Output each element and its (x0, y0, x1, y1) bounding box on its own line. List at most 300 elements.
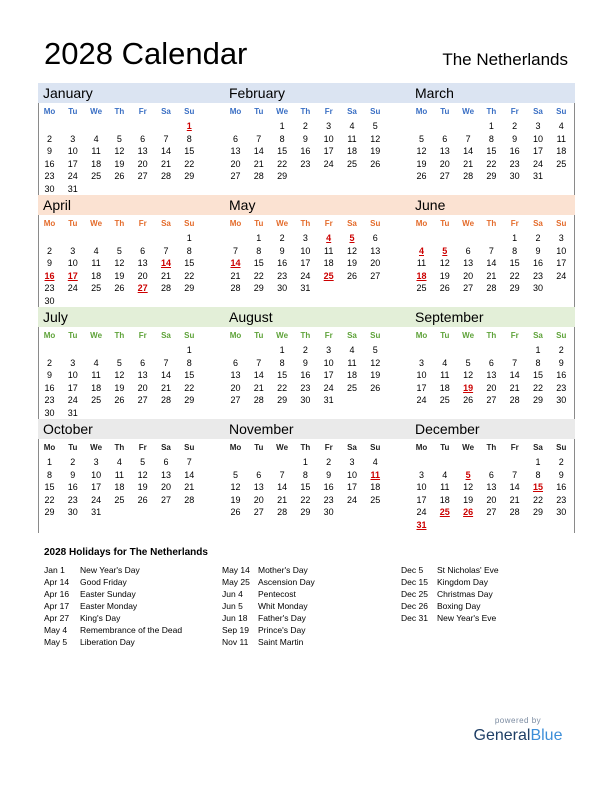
calendar-day: 29 (253, 283, 264, 293)
quarter-row (38, 195, 575, 307)
calendar-day: 19 (370, 146, 381, 156)
calendar-day: 27 (137, 171, 148, 181)
month-name: June (415, 197, 446, 213)
calendar-day: 23 (300, 382, 311, 393)
weekday-label: We (90, 107, 103, 116)
calendar-day: 24 (91, 494, 102, 505)
calendar-day: 27 (230, 171, 241, 181)
calendar-day: 2 (326, 457, 332, 467)
calendar-day: 24 (67, 395, 78, 405)
calendar-day: 11 (91, 258, 101, 268)
holiday-name: Easter Sunday (80, 589, 136, 599)
calendar-day: 31 (300, 283, 311, 293)
calendar-day: 28 (253, 171, 264, 181)
holiday-date: Dec 5 (401, 565, 424, 575)
calendar-day: 14 (277, 482, 288, 492)
calendar-day: 10 (67, 258, 78, 268)
calendar-day: 22 (509, 270, 520, 281)
holiday-name: Easter Monday (80, 601, 138, 611)
weekday-label: Th (114, 443, 125, 452)
calendar-day: 4 (558, 121, 564, 131)
calendar-day: 23 (67, 494, 78, 505)
calendar-day: 15 (300, 482, 311, 492)
weekday-label: Sa (533, 443, 543, 452)
holiday-item (401, 600, 576, 612)
calendar-day: 21 (253, 158, 264, 169)
calendar-day: 6 (372, 233, 378, 243)
calendar-day: 26 (463, 395, 474, 405)
weekday-label: Sa (533, 331, 543, 340)
weekday-label: Th (486, 219, 497, 228)
calendar-day: 16 (300, 146, 311, 156)
holiday-date: Dec 25 (401, 589, 428, 599)
weekday-label: Mo (43, 107, 56, 116)
calendar-day: 22 (44, 494, 55, 505)
weekday-label: Tu (440, 219, 450, 228)
weekday-label: Tu (254, 331, 264, 340)
holiday-column (44, 564, 219, 648)
calendar-day: 15 (277, 146, 288, 156)
holiday-date: Apr 17 (44, 601, 70, 611)
calendar-day: 29 (300, 507, 311, 517)
calendar-day: 27 (137, 395, 148, 405)
calendar-day: 18 (91, 158, 102, 169)
weekday-label: Mo (43, 219, 56, 228)
weekday-label: Tu (254, 219, 264, 228)
calendar-day: 15 (277, 370, 288, 380)
weekday-label: We (276, 107, 289, 116)
calendar-day: 19 (439, 270, 450, 281)
calendar-day: 3 (70, 133, 76, 144)
calendar-day: 2 (512, 121, 518, 131)
calendar-day: 28 (509, 507, 520, 517)
calendar-day: 5 (418, 133, 424, 144)
calendar-day: 21 (509, 382, 520, 393)
calendar-day: 22 (486, 158, 497, 169)
calendar-day: 13 (439, 146, 450, 156)
calendar-day: 17 (300, 258, 311, 268)
calendar-day: 11 (370, 469, 381, 480)
weekday-label: Th (486, 107, 497, 116)
weekday-label: Su (184, 331, 195, 340)
calendar-day: 23 (44, 395, 55, 405)
page-title: 2028 Calendar (44, 36, 248, 71)
calendar-day: 25 (416, 283, 427, 293)
calendar-day: 6 (140, 357, 146, 368)
calendar-day: 20 (439, 158, 450, 169)
calendar-day: 21 (253, 382, 264, 393)
weekday-label: Sa (161, 443, 171, 452)
calendar-day: 8 (186, 245, 192, 256)
calendar-day: 24 (556, 270, 567, 281)
calendar-day: 22 (184, 382, 195, 393)
calendar-day: 2 (46, 133, 52, 144)
calendar-day: 30 (556, 395, 567, 405)
weekday-label: Fr (510, 331, 519, 340)
calendar-day: 27 (463, 283, 474, 293)
weekday-label: Su (370, 443, 381, 452)
holiday-item (44, 600, 219, 612)
calendar-day: 28 (184, 494, 195, 505)
calendar-day: 31 (67, 407, 78, 418)
calendar-day: 10 (556, 245, 567, 256)
holiday-date: Nov 11 (222, 637, 249, 647)
calendar-day: 8 (488, 133, 494, 144)
calendar-day: 7 (512, 357, 518, 368)
weekday-label: Su (556, 219, 567, 228)
holiday-date: Jun 18 (222, 613, 248, 623)
calendar-day: 26 (370, 158, 381, 169)
calendar-day: 3 (70, 245, 76, 256)
calendar-day: 5 (349, 233, 355, 243)
month-block (224, 195, 403, 307)
calendar-day: 23 (300, 158, 311, 169)
weekday-label: Tu (68, 443, 78, 452)
calendar-day: 17 (323, 146, 334, 156)
weekday-label: Tu (68, 331, 78, 340)
holiday-name: Good Friday (80, 577, 127, 587)
calendar-day: 19 (416, 158, 427, 169)
calendar-day: 14 (230, 258, 241, 268)
calendar-day: 15 (532, 370, 543, 380)
calendar-day: 18 (370, 482, 381, 492)
calendar-day: 12 (137, 469, 148, 480)
calendar-day: 15 (184, 258, 195, 268)
calendar-day: 16 (509, 146, 520, 156)
calendar-day: 17 (323, 370, 334, 380)
calendar-day: 15 (486, 146, 497, 156)
holiday-name: Saint Martin (258, 637, 304, 647)
calendar-day: 30 (277, 283, 288, 293)
calendar-day: 14 (509, 482, 520, 492)
calendar-day: 20 (137, 382, 148, 393)
calendar-day: 17 (67, 270, 78, 281)
calendar-day: 4 (116, 457, 122, 467)
weekday-label: Mo (415, 331, 428, 340)
calendar-day: 21 (160, 270, 171, 281)
calendar-day: 4 (349, 345, 355, 355)
calendar-day: 8 (535, 357, 541, 368)
calendar-day: 18 (439, 382, 450, 393)
calendar-day: 18 (91, 382, 102, 393)
calendar-day: 2 (70, 457, 76, 467)
quarter-row (38, 307, 575, 419)
calendar-day: 18 (346, 370, 357, 380)
calendar-day: 19 (346, 258, 357, 268)
calendar-day: 22 (277, 382, 288, 393)
calendar-day: 22 (277, 158, 288, 169)
calendar-day: 8 (512, 245, 518, 256)
holiday-item (44, 576, 219, 588)
calendar-day: 25 (114, 494, 125, 505)
holiday-item (222, 612, 397, 624)
weekday-label: Fr (324, 331, 333, 340)
calendar-day: 6 (140, 133, 146, 144)
holiday-date: Dec 26 (401, 601, 428, 611)
calendar-day: 19 (463, 382, 474, 393)
calendar-day: 6 (442, 133, 448, 144)
calendar-day: 5 (372, 345, 378, 355)
calendar-day: 6 (256, 469, 262, 480)
calendar-day: 24 (346, 494, 357, 505)
weekday-label: We (462, 443, 475, 452)
month-name: April (43, 197, 72, 213)
holiday-item (401, 564, 576, 576)
calendar-day: 26 (463, 507, 474, 517)
holiday-date: Dec 31 (401, 613, 428, 623)
calendar-day: 2 (46, 357, 52, 368)
weekday-label: Fr (510, 443, 519, 452)
calendar-day: 1 (535, 345, 541, 355)
calendar-day: 1 (186, 345, 192, 355)
calendar-day: 21 (230, 270, 241, 281)
weekday-label: Sa (533, 107, 543, 116)
month-block (38, 195, 217, 307)
calendar-day: 24 (67, 283, 78, 293)
weekday-label: Th (486, 443, 497, 452)
calendar-day: 29 (184, 171, 195, 181)
calendar-day: 10 (532, 133, 543, 144)
calendar-day: 11 (91, 370, 101, 380)
holiday-item (222, 600, 397, 612)
weekday-label: Su (184, 219, 195, 228)
calendar-day: 25 (91, 171, 102, 181)
weekday-label: Tu (68, 107, 78, 116)
calendar-day: 3 (418, 469, 424, 480)
calendar-day: 25 (556, 158, 567, 169)
calendar-day: 28 (160, 283, 171, 293)
brand-name-part-b: Blue (530, 727, 563, 744)
month-block (38, 307, 217, 419)
holiday-name: New Year's Eve (437, 613, 497, 623)
holiday-item (44, 564, 219, 576)
weekday-label: Sa (347, 331, 357, 340)
calendar-day: 4 (326, 233, 332, 243)
holiday-name: St Nicholas' Eve (437, 565, 499, 575)
calendar-day: 23 (556, 382, 567, 393)
calendar-day: 10 (300, 245, 311, 256)
calendar-day: 9 (302, 357, 308, 368)
calendar-day: 15 (509, 258, 520, 268)
weekday-label: Su (556, 107, 567, 116)
calendar-day: 3 (535, 121, 541, 131)
calendar-day: 1 (186, 233, 192, 243)
calendar-day: 5 (465, 357, 471, 368)
calendar-day: 10 (416, 482, 427, 492)
calendar-day: 2 (558, 345, 564, 355)
weekday-label: Mo (415, 107, 428, 116)
calendar-day: 6 (232, 133, 238, 144)
holiday-name: Boxing Day (437, 601, 481, 611)
calendar-day: 18 (556, 146, 567, 156)
calendar-day: 31 (91, 507, 102, 517)
weekday-label: Su (370, 331, 381, 340)
calendar-day: 1 (279, 121, 285, 131)
weekday-label: Sa (161, 107, 171, 116)
calendar-day: 25 (91, 395, 102, 405)
calendar-day: 29 (184, 395, 195, 405)
calendar-day: 29 (277, 171, 288, 181)
calendar-day: 29 (44, 507, 55, 517)
calendar-day: 12 (370, 357, 381, 368)
calendar-day: 22 (253, 270, 264, 281)
weekday-label: Tu (440, 331, 450, 340)
month-block (38, 419, 217, 531)
calendar-day: 30 (509, 171, 520, 181)
calendar-day: 3 (326, 345, 332, 355)
calendar-day: 14 (160, 146, 171, 156)
calendar-day: 16 (44, 158, 55, 169)
holiday-item (401, 576, 576, 588)
month-name: October (43, 421, 93, 437)
calendar-day: 20 (160, 482, 171, 492)
calendar-day: 7 (163, 357, 169, 368)
calendar-day: 24 (67, 171, 78, 181)
calendar-day: 30 (44, 295, 55, 306)
calendar-day: 6 (465, 245, 471, 256)
weekday-label: Sa (533, 219, 543, 228)
calendar-day: 4 (418, 245, 424, 256)
calendar-day: 13 (230, 370, 241, 380)
calendar-day: 16 (277, 258, 288, 268)
calendar-day: 26 (137, 494, 148, 505)
calendar-day: 21 (509, 494, 520, 505)
calendar-day: 19 (463, 494, 474, 505)
calendar-day: 7 (232, 245, 238, 256)
calendar-day: 28 (486, 283, 497, 293)
calendar-day: 15 (253, 258, 264, 268)
calendar-day: 29 (277, 395, 288, 405)
calendar-day: 13 (160, 469, 171, 480)
calendar-day: 4 (349, 121, 355, 131)
calendar-day: 28 (160, 395, 171, 405)
calendar-day: 15 (44, 482, 55, 492)
calendar-day: 5 (465, 469, 471, 480)
weekday-label: We (462, 107, 475, 116)
weekday-label: Tu (440, 443, 450, 452)
calendar-day: 8 (46, 469, 52, 480)
holiday-item (44, 624, 219, 636)
holiday-name: Remembrance of the Dead (80, 625, 183, 635)
calendar-day: 5 (140, 457, 146, 467)
weekday-label: Su (370, 107, 381, 116)
weekday-label: We (276, 219, 289, 228)
calendar-day: 28 (160, 171, 171, 181)
calendar-day: 9 (558, 357, 564, 368)
calendar-day: 26 (346, 270, 357, 281)
calendar-day: 4 (442, 469, 448, 480)
calendar-day: 7 (465, 133, 471, 144)
month-name: May (229, 197, 256, 213)
holiday-item (222, 576, 397, 588)
calendar-day: 6 (163, 457, 169, 467)
calendar-day: 1 (256, 233, 262, 243)
calendar-day: 12 (416, 146, 427, 156)
calendar-day: 13 (253, 482, 264, 492)
weekday-label: We (90, 443, 103, 452)
weekday-label: Sa (161, 331, 171, 340)
calendar-day: 18 (346, 146, 357, 156)
calendar-day: 19 (137, 482, 148, 492)
calendar-day: 20 (137, 270, 148, 281)
calendar-day: 2 (46, 245, 52, 256)
calendar-day: 9 (46, 258, 52, 268)
holiday-name: Prince's Day (258, 625, 306, 635)
calendar-day: 25 (346, 382, 357, 393)
weekday-label: Fr (324, 107, 333, 116)
calendar-day: 27 (253, 507, 264, 517)
holiday-item (44, 612, 219, 624)
calendar-day: 16 (556, 482, 567, 492)
calendar-day: 22 (184, 270, 195, 281)
weekday-label: Tu (440, 107, 450, 116)
calendar-day: 18 (91, 270, 102, 281)
calendar-day: 28 (463, 171, 474, 181)
holiday-item (401, 588, 576, 600)
calendar-day: 20 (230, 158, 241, 169)
calendar-day: 29 (486, 171, 497, 181)
weekday-label: Th (300, 107, 311, 116)
calendar-day: 10 (346, 469, 357, 480)
weekday-label: Su (556, 443, 567, 452)
holiday-name: Pentecost (258, 589, 296, 599)
month-block (410, 195, 589, 307)
calendar-day: 10 (67, 146, 78, 156)
calendar-day: 28 (277, 507, 288, 517)
calendar-day: 20 (463, 270, 474, 281)
calendar-day: 16 (44, 270, 55, 281)
weekday-label: We (276, 443, 289, 452)
holiday-date: Sep 19 (222, 625, 249, 635)
calendar-day: 7 (512, 469, 518, 480)
calendar-day: 14 (463, 146, 474, 156)
calendar-day: 14 (160, 258, 171, 268)
calendar-day: 12 (463, 482, 474, 492)
calendar-day: 3 (302, 233, 308, 243)
weekday-label: Fr (138, 107, 147, 116)
calendar-day: 1 (512, 233, 518, 243)
holiday-item (222, 636, 397, 648)
calendar-day: 29 (532, 395, 543, 405)
calendar-day: 5 (372, 121, 378, 131)
weekday-label: Mo (229, 443, 242, 452)
calendar-day: 26 (114, 171, 125, 181)
calendar-day: 19 (114, 158, 125, 169)
calendar-day: 13 (486, 482, 497, 492)
holiday-name: Ascension Day (258, 577, 315, 587)
calendar-day: 12 (463, 370, 474, 380)
calendar-day: 10 (91, 469, 102, 480)
month-block (410, 307, 589, 419)
calendar-day: 13 (137, 258, 148, 268)
calendar-day: 5 (442, 245, 448, 256)
calendar-day: 2 (302, 121, 308, 131)
powered-by-text: powered by (494, 716, 542, 725)
calendar-day: 19 (230, 494, 241, 505)
calendar-day: 14 (184, 469, 195, 480)
calendar-day: 22 (184, 158, 195, 169)
holiday-item (222, 588, 397, 600)
calendar-day: 21 (160, 382, 171, 393)
calendar-day: 17 (532, 146, 543, 156)
calendar-day: 16 (532, 258, 543, 268)
brand-logo (468, 716, 568, 752)
calendar-day: 4 (442, 357, 448, 368)
calendar-day: 12 (439, 258, 450, 268)
calendar-day: 21 (160, 158, 171, 169)
calendar-day: 14 (509, 370, 520, 380)
weekday-label: Th (114, 331, 125, 340)
